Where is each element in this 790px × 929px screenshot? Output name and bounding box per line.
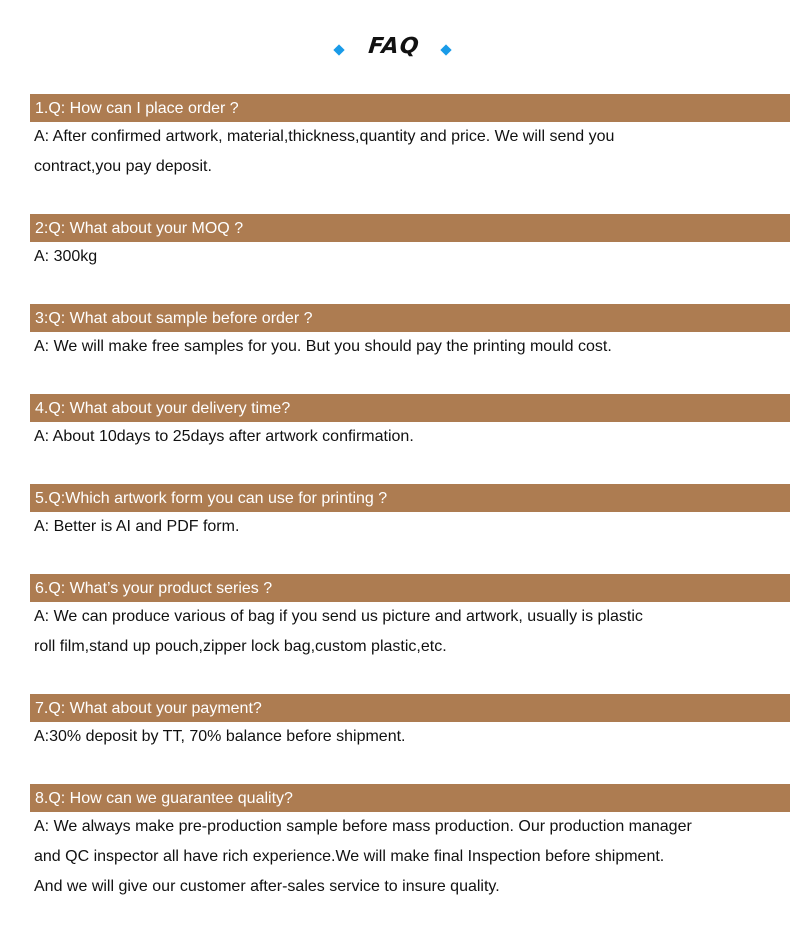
- question-bar: 2:Q: What about your MOQ ?: [30, 214, 790, 242]
- question-bar: 4.Q: What about your delivery time?: [30, 394, 790, 422]
- faq-item-8: [30, 784, 790, 902]
- faq-item-1: [30, 94, 790, 182]
- diamond-icon: [333, 44, 344, 55]
- answer-line: A: About 10days to 25days after artwork confirmation.: [34, 428, 414, 445]
- page-title: FAQ: [367, 34, 421, 59]
- faq-header: [0, 32, 790, 72]
- question-bar: 8.Q: How can we guarantee quality?: [30, 784, 790, 812]
- question-bar: 5.Q:Which artwork form you can use for printing ?: [30, 484, 790, 512]
- diamond-icon: [440, 44, 451, 55]
- answer-line: A: We can produce various of bag if you send us picture and artwork, usually is plastic: [34, 608, 643, 625]
- answer-line: A: 300kg: [34, 248, 98, 265]
- question-bar: 3:Q: What about sample before order ?: [30, 304, 790, 332]
- answer-line: And we will give our customer after-sales service to insure quality.: [34, 878, 500, 895]
- answer-line: contract,you pay deposit.: [34, 158, 212, 175]
- question-bar: 6.Q: What’s your product series ?: [30, 574, 790, 602]
- question-bar: 7.Q: What about your payment?: [30, 694, 790, 722]
- answer-line: A:30% deposit by TT, 70% balance before shipment.: [34, 728, 406, 745]
- answer-line: roll film,stand up pouch,zipper lock bag,custom plastic,etc.: [34, 638, 447, 655]
- answer-line: A: After confirmed artwork, material,thickness,quantity and price. We will send you: [34, 128, 615, 145]
- faq-item-6: [30, 574, 790, 662]
- faq-item-7: [30, 694, 790, 752]
- faq-item-5: [30, 484, 790, 542]
- question-bar: 1.Q: How can I place order ?: [30, 94, 790, 122]
- faq-item-2: [30, 214, 790, 272]
- answer-line: A: Better is AI and PDF form.: [34, 518, 240, 535]
- answer-line: A: We will make free samples for you. But you should pay the printing mould cost.: [34, 338, 612, 355]
- faq-item-4: [30, 394, 790, 452]
- faq-item-3: [30, 304, 790, 362]
- answer-line: A: We always make pre-production sample before mass production. Our production manager: [34, 818, 692, 835]
- answer-line: and QC inspector all have rich experience.We will make final Inspection before shipment.: [34, 848, 665, 865]
